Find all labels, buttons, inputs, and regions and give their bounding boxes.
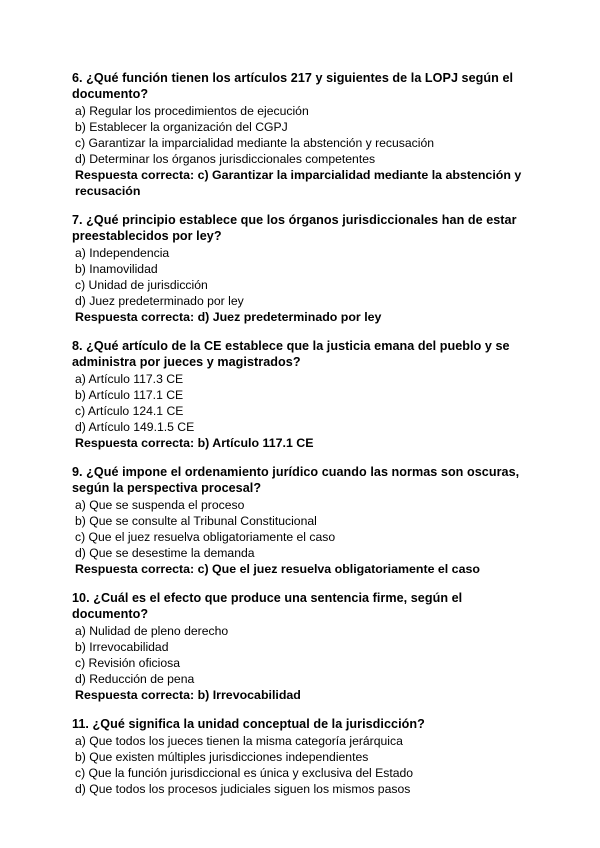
option-c: c) Revisión oficiosa [75,656,180,670]
option-a: a) Independencia [75,246,170,260]
correct-answer: Respuesta correcta: d) Juez predeterminado por ley [75,310,382,324]
option-c: c) Unidad de jurisdicción [75,278,208,292]
option-d: d) Juez predeterminado por ley [75,294,244,308]
option-b: b) Que existen múltiples jurisdicciones independientes [75,750,369,764]
question-11 [72,716,530,797]
question-6 [72,70,530,199]
options-list [72,623,530,687]
options-list [72,733,530,797]
option-c: c) Garantizar la imparcialidad mediante la abstención y recusación [75,136,435,150]
option-a: a) Artículo 117.3 CE [75,372,184,386]
option-c: c) Artículo 124.1 CE [75,404,184,418]
option-c: c) Que el juez resuelva obligatoriamente el caso [75,530,336,544]
option-d: d) Reducción de pena [75,672,195,686]
options-list [72,371,530,435]
question-9 [72,464,530,577]
option-b: b) Que se consulte al Tribunal Constitucional [75,514,317,528]
question-7 [72,212,530,325]
question-title: 8. ¿Qué artículo de la CE establece que la justicia emana del pueblo y se administra por jueces y magistrados? [72,339,510,369]
correct-answer: Respuesta correcta: b) Irrevocabilidad [75,688,301,702]
option-d: d) Que todos los procesos judiciales siguen los mismos pasos [75,782,411,796]
question-title: 10. ¿Cuál es el efecto que produce una sentencia firme, según el documento? [72,591,463,621]
option-d: d) Determinar los órganos jurisdiccionales competentes [75,152,376,166]
options-list [72,245,530,309]
question-title: 7. ¿Qué principio establece que los órganos jurisdiccionales han de estar preestablecidos por ley? [72,213,517,243]
option-a: a) Que todos los jueces tienen la misma categoría jerárquica [75,734,403,748]
question-title: 11. ¿Qué significa la unidad conceptual de la jurisdicción? [72,717,425,731]
question-title: 6. ¿Qué función tienen los artículos 217 y siguientes de la LOPJ según el documento? [72,71,514,101]
option-b: b) Inamovilidad [75,262,158,276]
question-title: 9. ¿Qué impone el ordenamiento jurídico cuando las normas son oscuras, según la perspectiva procesal? [72,465,520,495]
option-a: a) Regular los procedimientos de ejecución [75,104,309,118]
option-d: d) Que se desestime la demanda [75,546,255,560]
option-b: b) Irrevocabilidad [75,640,169,654]
correct-answer: Respuesta correcta: b) Artículo 117.1 CE [75,436,314,450]
options-list [72,497,530,561]
option-b: b) Establecer la organización del CGPJ [75,120,288,134]
options-list [72,103,530,167]
correct-answer: Respuesta correcta: c) Garantizar la imparcialidad mediante la abstención y recusación [75,168,522,198]
option-d: d) Artículo 149.1.5 CE [75,420,195,434]
option-c: c) Que la función jurisdiccional es única y exclusiva del Estado [75,766,414,780]
question-8 [72,338,530,451]
option-b: b) Artículo 117.1 CE [75,388,184,402]
correct-answer: Respuesta correcta: c) Que el juez resuelva obligatoriamente el caso [75,562,480,576]
option-a: a) Nulidad de pleno derecho [75,624,229,638]
option-a: a) Que se suspenda el proceso [75,498,245,512]
question-10 [72,590,530,703]
